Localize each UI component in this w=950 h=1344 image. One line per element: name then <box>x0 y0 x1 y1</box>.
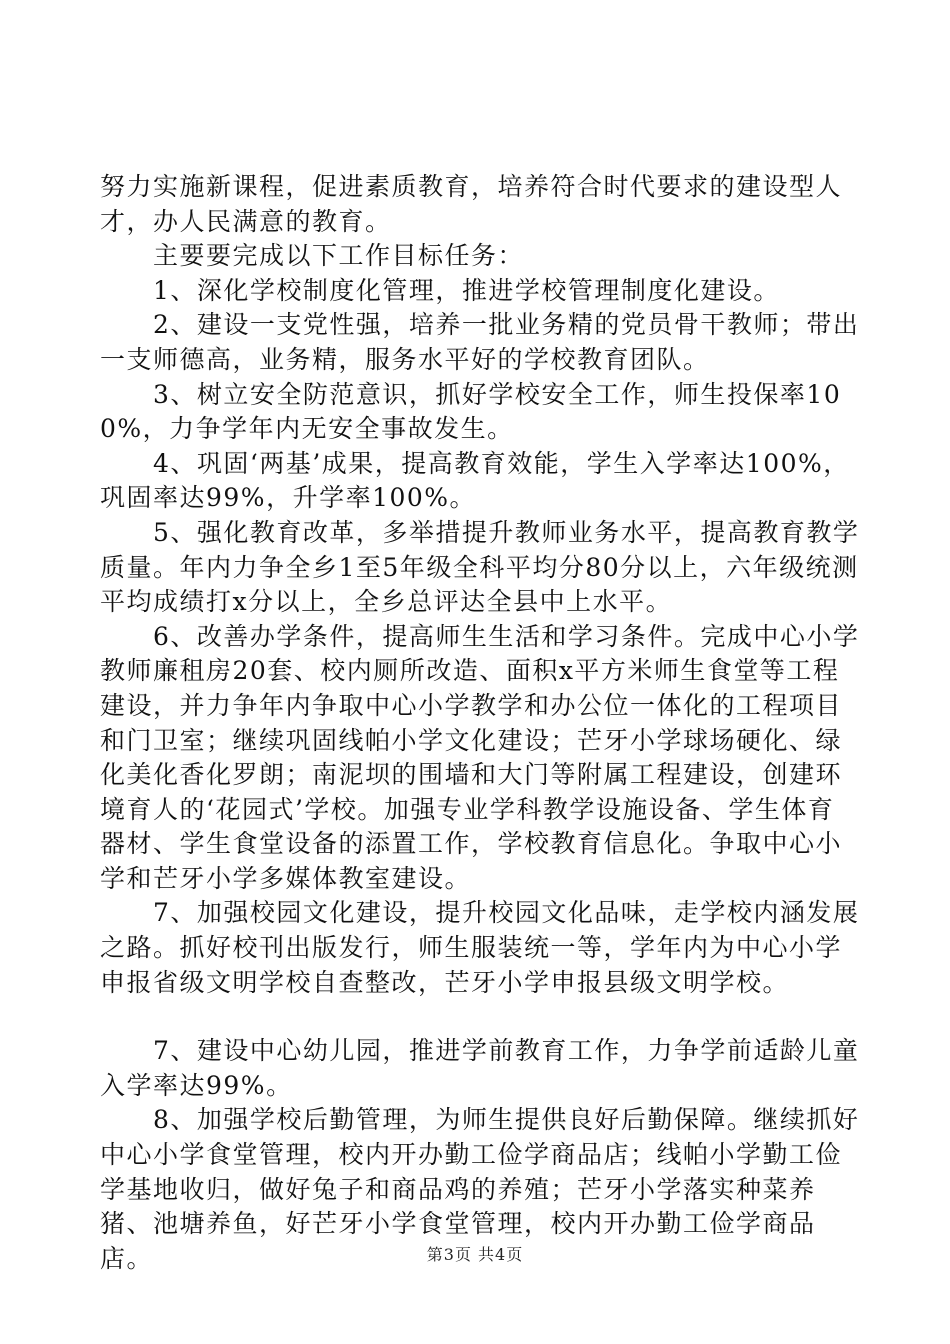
page-footer: 第3页 共4页 <box>426 1245 524 1264</box>
paragraph-spacer <box>100 1000 860 1034</box>
paragraph-goal-5: 5、强化教育改革，多举措提升教师业务水平，提高教育教学质量。年内力争全乡1至5年级全科平均分80分以上，六年级统测平均成绩打x分以上，全乡总评达全县中上水平。 <box>100 517 860 617</box>
paragraph-goal-3: 3、树立安全防范意识，抓好学校安全工作，师生投保率100%，力争学年内无安全事故发生。 <box>100 379 842 444</box>
paragraph-goal-1: 1、深化学校制度化管理，推进学校管理制度化建设。 <box>100 275 780 305</box>
paragraph-goal-7a: 7、加强校园文化建设，提升校园文化品味，走学校内涵发展之路。抓好校刊出版发行，师生服装统一等，学年内为中心小学申报省级文明学校自查整改，芒牙小学申报县级文明学校。 <box>100 898 860 997</box>
paragraph-goal-4: 4、巩固‘两基’成果，提高教育效能，学生入学率达100%，巩固率达99%，升学率100%。 <box>100 448 850 513</box>
document-body <box>100 170 860 1276</box>
paragraph-goal-2: 2、建设一支党性强，培养一批业务精的党员骨干教师；带出一支师德高，业务精，服务水平好的学校教育团队。 <box>100 310 860 374</box>
paragraph-goal-6: 6、改善办学条件，提高师生生活和学习条件。完成中心小学教师廉租房20套、校内厕所改造、面积x平方米师生食堂等工程建设，并力争年内争取中心小学教学和办公位一体化的工程项目和门卫室；继续巩固线帕小学文化建设；芒牙小学球场硬化、绿化美化香化罗朗；南泥坝的围墙和大门等附属工程建设，创建环境育人的‘花园式’学校。加强专业学科教学设施设备、学生体育器材、学生食堂设备的添置工作，学校教育信息化。争取中心小学和芒牙小学多媒体教室建设。 <box>100 621 860 893</box>
paragraph-goal-7b: 7、建设中心幼儿园，推进学前教育工作，力争学前适龄儿童入学率达99%。 <box>100 1036 860 1100</box>
paragraph-goal-8: 8、加强学校后勤管理，为师生提供良好后勤保障。继续抓好中心小学食堂管理，校内开办勤工俭学商品店；线帕小学勤工俭学基地收归，做好兔子和商品鸡的养殖；芒牙小学落实种菜养猪、池塘养鱼，好芒牙小学食堂管理，校内开办勤工俭学商品店。 <box>100 1105 860 1273</box>
paragraph-intro: 努力实施新课程，促进素质教育，培养符合时代要求的建设型人才，办人民满意的教育。 <box>100 172 843 236</box>
paragraph-goals-heading: 主要要完成以下工作目标任务： <box>100 241 525 271</box>
